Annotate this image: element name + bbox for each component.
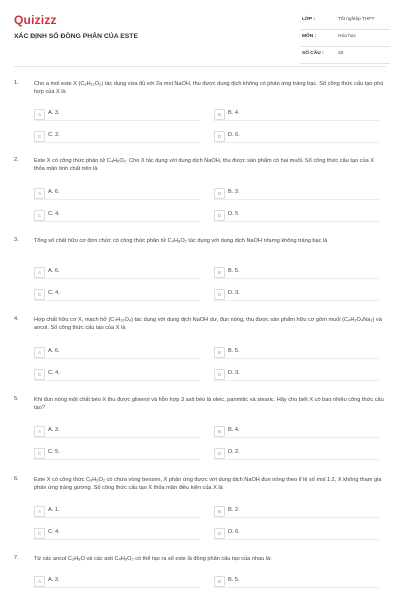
option-underline <box>214 300 380 301</box>
option-a[interactable] <box>34 346 192 359</box>
worksheet-meta <box>300 13 390 64</box>
option-a[interactable] <box>34 425 192 438</box>
meta-row-subject <box>300 30 390 47</box>
option-a[interactable] <box>34 575 192 588</box>
question-number: 3. <box>14 237 19 243</box>
option-underline <box>214 459 380 460</box>
option-underline <box>34 380 200 381</box>
option-letter-box: C <box>34 131 45 142</box>
meta-key: LỚP : <box>302 17 316 22</box>
option-letter-box: D <box>214 528 225 539</box>
option-text: C. 4. <box>48 211 60 217</box>
question-number: 7. <box>14 555 19 561</box>
option-b[interactable] <box>214 266 372 279</box>
option-c[interactable] <box>34 447 192 460</box>
quizizz-logo: Quizizz <box>14 13 57 27</box>
option-text: D. 3. <box>228 290 240 296</box>
option-b[interactable] <box>214 505 372 518</box>
option-b[interactable] <box>214 346 372 359</box>
option-d[interactable] <box>214 368 372 381</box>
option-d[interactable] <box>214 288 372 301</box>
option-letter-box: A <box>34 188 45 199</box>
option-underline <box>214 358 380 359</box>
option-text: A. 1. <box>48 507 60 513</box>
option-underline <box>34 587 200 588</box>
option-letter-box: B <box>214 576 225 587</box>
question-number: 1. <box>14 80 19 86</box>
option-letter-box: D <box>214 210 225 221</box>
option-underline <box>214 199 380 200</box>
question-text: Từ các ancol C₃H₈O và các axit C₄H₈O₂ có thể tạo ra số este là đồng phân cấu tạo của nhau là: <box>34 556 272 562</box>
option-text: A. 6. <box>48 189 60 195</box>
option-text: B. 5. <box>228 268 240 274</box>
option-text: B. 5. <box>228 577 240 583</box>
option-underline <box>214 278 380 279</box>
option-underline <box>34 358 200 359</box>
option-underline <box>34 300 200 301</box>
option-text: B. 4. <box>228 110 240 116</box>
question-text: Khi đun nóng một chất béo X thu được glixerol và hỗn hợp 3 axit béo là oleic, panmitic và stearic. Hãy cho biết X có bao nhiêu công thức cấu tạo? <box>34 397 384 411</box>
option-text: C. 4. <box>48 370 60 376</box>
option-letter-box: D <box>214 448 225 459</box>
option-underline <box>214 539 380 540</box>
option-underline <box>34 221 200 222</box>
question-number: 6. <box>14 476 19 482</box>
option-letter-box: A <box>34 576 45 587</box>
option-b[interactable] <box>214 425 372 438</box>
option-text: B. 3. <box>228 189 240 195</box>
meta-key: SỐ CÂU : <box>302 51 324 56</box>
option-text: D. 6. <box>228 529 240 535</box>
meta-value: Tốt nghiệp THPT <box>338 17 375 22</box>
option-c[interactable] <box>34 288 192 301</box>
question-text: Tổng số chất hữu cơ đơn chức có công thức phân tử C₄H₈O₂ tác dụng với dung dịch NaOH nhưng không tráng bạc là <box>34 238 328 244</box>
option-letter-box: B <box>214 109 225 120</box>
option-letter-box: B <box>214 188 225 199</box>
option-underline <box>34 278 200 279</box>
option-letter-box: C <box>34 528 45 539</box>
worksheet-header <box>0 0 400 62</box>
option-underline <box>34 539 200 540</box>
option-text: A. 3. <box>48 427 60 433</box>
option-c[interactable] <box>34 209 192 222</box>
option-underline <box>34 120 200 121</box>
option-b[interactable] <box>214 108 372 121</box>
option-underline <box>214 587 380 588</box>
option-underline <box>34 142 200 143</box>
option-d[interactable] <box>214 209 372 222</box>
option-underline <box>214 120 380 121</box>
option-underline <box>34 517 200 518</box>
option-text: A. 3. <box>48 577 60 583</box>
option-b[interactable] <box>214 187 372 200</box>
option-d[interactable] <box>214 527 372 540</box>
option-letter-box: C <box>34 210 45 221</box>
option-text: A. 6. <box>48 348 60 354</box>
option-text: A. 3. <box>48 110 60 116</box>
option-letter-box: D <box>214 369 225 380</box>
option-letter-box: B <box>214 267 225 278</box>
option-a[interactable] <box>34 266 192 279</box>
option-text: D. 2. <box>228 449 240 455</box>
question-text: Este X có công thức phân tử C₄H₆O₂. Cho X tác dụng với dung dịch NaOH, thu được sản phẩm có hai muối. Số công thức cấu tạo của X thỏa mãn tính chất trên là <box>34 158 374 172</box>
option-b[interactable] <box>214 575 372 588</box>
option-d[interactable] <box>214 447 372 460</box>
option-underline <box>214 221 380 222</box>
option-text: C. 5. <box>48 449 60 455</box>
worksheet-title: XÁC ĐỊNH SỐ ĐỒNG PHÂN CỦA ESTE <box>14 33 138 40</box>
option-text: C. 2. <box>48 132 60 138</box>
option-underline <box>34 199 200 200</box>
header-divider <box>14 66 386 67</box>
option-a[interactable] <box>34 505 192 518</box>
option-underline <box>214 517 380 518</box>
option-text: D. 5 <box>228 211 239 217</box>
question-number: 4. <box>14 316 19 322</box>
option-d[interactable] <box>214 130 372 143</box>
question-text: Hợp chất hữu cơ X, mạch hở (C₇H₁₀O₄) tác dụng với dung dịch NaOH dư, đun nóng, thu được sản phẩm hữu cơ gồm muối (C₄H₂O₄Na₂) và ancol. Số công thức cấu tạo của X là <box>34 317 382 331</box>
meta-row-grade <box>300 13 390 30</box>
meta-row-question-count <box>300 47 390 64</box>
meta-value: Hóa học <box>338 34 356 39</box>
question-text: Este X có công thức C₉H₈O₂ có chứa vòng benzen, X phản ứng được với dung dịch NaOH đun nóng theo tỉ lệ số mol 1:2, X không tham gia phản ứng tráng gương. Số công thức cấu tạo X thỏa mãn điều kiện của X là <box>34 477 382 491</box>
option-text: D. 3. <box>228 370 240 376</box>
option-text: A. 6. <box>48 268 60 274</box>
option-underline <box>214 380 380 381</box>
option-letter-box: C <box>34 289 45 300</box>
meta-value: 33 <box>338 51 344 56</box>
option-letter-box: B <box>214 506 225 517</box>
question-text: Cho a mol este X (C₉H₁₀O₂) tác dụng vừa đủ với 2a mol NaOH, thu được dung dịch không có phản ứng tráng bạc. Số công thức cấu tạo phù hợp của X là <box>34 81 384 95</box>
option-letter-box: A <box>34 426 45 437</box>
option-underline <box>214 142 380 143</box>
option-letter-box: A <box>34 506 45 517</box>
option-letter-box: C <box>34 369 45 380</box>
meta-key: MÔN : <box>302 34 317 39</box>
question-number: 2. <box>14 157 19 163</box>
question-number: 5. <box>14 396 19 402</box>
option-letter-box: D <box>214 131 225 142</box>
option-text: C. 4. <box>48 290 60 296</box>
option-letter-box: B <box>214 426 225 437</box>
option-letter-box: B <box>214 347 225 358</box>
option-c[interactable] <box>34 130 192 143</box>
option-letter-box: A <box>34 109 45 120</box>
option-a[interactable] <box>34 108 192 121</box>
option-text: B. 2. <box>228 507 240 513</box>
option-text: D. 6. <box>228 132 240 138</box>
option-letter-box: C <box>34 448 45 459</box>
option-letter-box: A <box>34 267 45 278</box>
option-underline <box>34 459 200 460</box>
option-letter-box: D <box>214 289 225 300</box>
option-text: C. 4. <box>48 529 60 535</box>
option-text: B. 4. <box>228 427 240 433</box>
option-a[interactable] <box>34 187 192 200</box>
option-letter-box: A <box>34 347 45 358</box>
option-underline <box>34 437 200 438</box>
option-underline <box>214 437 380 438</box>
option-c[interactable] <box>34 368 192 381</box>
option-text: B. 5. <box>228 348 240 354</box>
option-c[interactable] <box>34 527 192 540</box>
